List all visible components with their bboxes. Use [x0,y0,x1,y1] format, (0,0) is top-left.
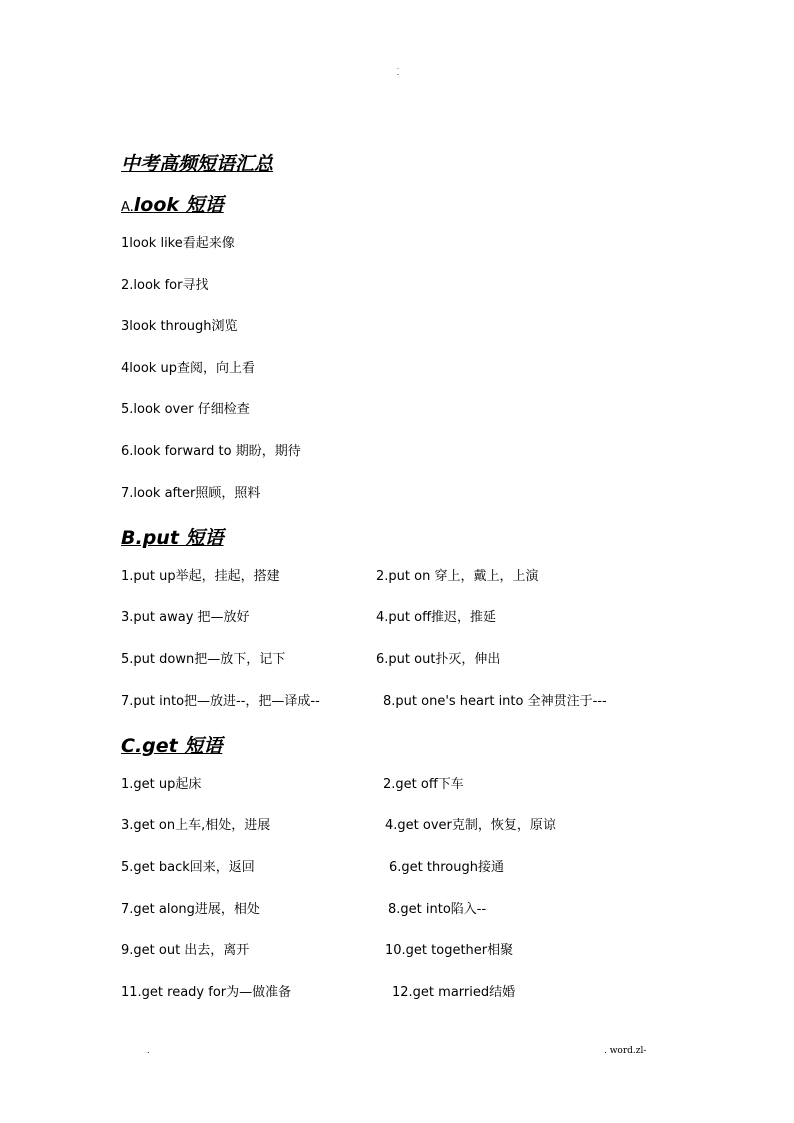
section-heading-get: C.get 短语 [121,735,223,757]
section-heading-look [121,190,224,217]
list-item: 2.put on 穿上，戴上，上演 [376,569,539,584]
list-item: 8.get into陷入-- [388,902,487,917]
footer-left: . [147,1046,150,1055]
list-item: 4look up查阅，向上看 [121,361,255,376]
list-item: 5.look over 仔细检查 [121,402,250,417]
header-dot: . [397,64,399,71]
list-item: 3.get on上车,相处，进展 [121,818,271,833]
header-mark [394,64,402,78]
list-item: 8.put one's heart into 全神贯注于--- [383,694,607,709]
list-item: 2.get off下车 [383,777,464,792]
list-item: 1.put up举起，挂起，搭建 [121,569,280,584]
list-item: 6.look forward to 期盼，期待 [121,444,301,459]
list-item: 3look through浏览 [121,319,238,334]
list-item: 1look like看起来像 [121,236,235,251]
list-item: 1.get up起床 [121,777,202,792]
header-dash: - [396,71,400,78]
list-item: 6.get through接通 [389,860,504,875]
list-item: 7.look after照顾，照料 [121,486,261,501]
list-item: 2.look for寻找 [121,278,209,293]
list-item: 5.get back回来，返回 [121,860,255,875]
list-item: 4.put off推迟，推延 [376,610,497,625]
section-title: look 短语 [133,194,224,216]
page-title: 中考高频短语汇总 [121,153,274,175]
list-item: 11.get ready for为—做准备 [121,985,292,1000]
list-item: 6.put out扑灭，伸出 [376,652,501,667]
list-item: 10.get together相聚 [385,943,514,958]
section-heading-put: B.put 短语 [121,527,224,549]
list-item: 9.get out 出去，离开 [121,943,250,958]
section-prefix: A. [121,200,134,215]
list-item: 12.get married结婚 [392,985,516,1000]
list-item: 3.put away 把—放好 [121,610,250,625]
list-item: 7.put into把—放进--，把—译成-- [121,694,320,709]
list-item: 4.get over克制，恢复，原谅 [385,818,556,833]
footer-right: . word.zl- [604,1046,647,1056]
list-item: 5.put down把—放下，记下 [121,652,286,667]
list-item: 7.get along进展，相处 [121,902,260,917]
